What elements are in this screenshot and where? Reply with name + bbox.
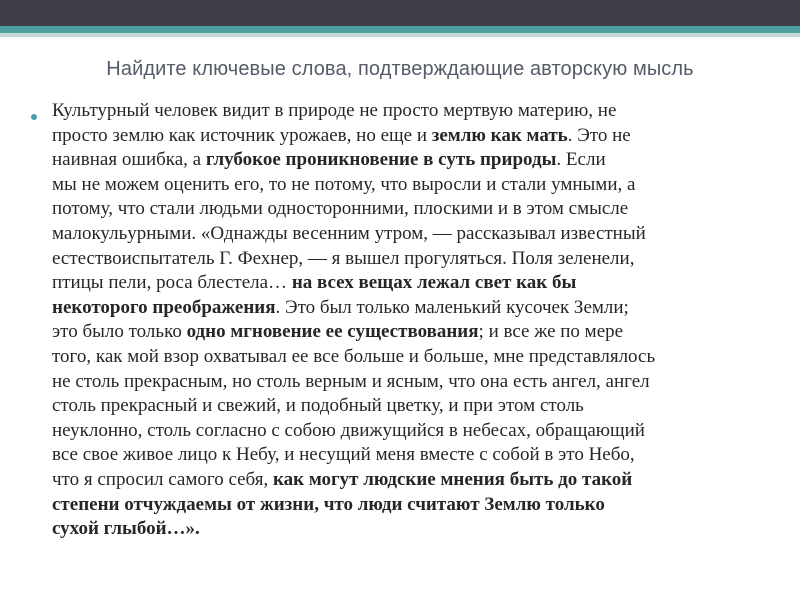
text-run: это было только — [52, 321, 187, 343]
top-bar-dark — [0, 0, 800, 26]
text-run: не столь прекрасным, но столь верным и ясным, что она есть ангел, ангел — [52, 370, 650, 392]
emphasized-text: одно мгновение ее существования — [186, 321, 479, 343]
text-run: неуклонно, столь согласно с собою движущийся в небесах, обращающий — [52, 419, 645, 441]
emphasized-text: глубокое проникновение в суть природы — [205, 149, 557, 171]
text-line — [52, 197, 792, 222]
emphasized-text: землю как мать — [431, 124, 568, 146]
text-run: столь прекрасный и свежий, и подобный цветку, и при этом столь — [52, 395, 584, 417]
text-line — [52, 517, 792, 542]
text-line — [52, 124, 792, 149]
top-bar-light-stripe — [0, 33, 800, 37]
text-line — [52, 271, 792, 296]
body-paragraph — [52, 99, 792, 542]
bullet-dot-icon — [31, 114, 37, 120]
emphasized-text: сухой глыбой…». — [52, 518, 200, 540]
text-run: просто землю как источник урожаев, но еще и — [52, 124, 432, 146]
text-line — [52, 493, 792, 518]
text-run: . Если — [556, 149, 606, 171]
text-run: мы не можем оценить его, то не потому, что выросли и стали умными, а — [52, 173, 636, 195]
text-run: птицы пели, роса блестела… — [52, 272, 292, 294]
text-run: Культурный человек видит в природе не просто мертвую материю, не — [52, 100, 617, 121]
text-run: наивная ошибка, а — [52, 149, 206, 171]
emphasized-text: степени отчуждаемы от жизни, что люди считают Землю только — [52, 493, 605, 515]
emphasized-text: некоторого преображения — [52, 296, 276, 318]
text-line — [52, 247, 792, 272]
slide-title: Найдите ключевые слова, подтверждающие авторскую мысль — [106, 58, 694, 80]
text-line — [52, 468, 792, 493]
text-line — [52, 370, 792, 395]
text-line — [52, 443, 792, 468]
text-line — [52, 394, 792, 419]
text-run: . Это не — [567, 124, 631, 146]
text-line — [52, 173, 792, 198]
emphasized-text: как могут людские мнения быть до такой — [272, 468, 633, 490]
text-line — [52, 296, 792, 321]
text-run: . Это был только маленький кусочек Земли; — [275, 296, 629, 318]
text-run: что я спросил самого себя, — [52, 468, 273, 490]
text-run: потому, что стали людьми односторонними, плоскими и в этом смысле — [52, 198, 629, 220]
text-line — [52, 99, 792, 124]
text-run: все свое живое лицо к Небу, и несущий меня вместе с собой в это Небо, — [52, 444, 635, 466]
emphasized-text: на всех вещах лежал свет как бы — [291, 272, 577, 294]
text-line — [52, 222, 792, 247]
text-line — [52, 148, 792, 173]
text-line — [52, 320, 792, 345]
text-run: ; и все же по мере — [478, 321, 624, 343]
text-line — [52, 419, 792, 444]
top-bar-teal-stripe — [0, 26, 800, 33]
text-line — [52, 345, 792, 370]
text-run: естествоиспытатель Г. Фехнер, — я вышел прогуляться. Поля зеленели, — [52, 247, 635, 269]
text-run: того, как мой взор охватывал ее все больше и больше, мне представлялось — [52, 345, 656, 367]
text-run: малокульурными. «Однажды весенним утром, — рассказывал известный — [52, 222, 646, 244]
